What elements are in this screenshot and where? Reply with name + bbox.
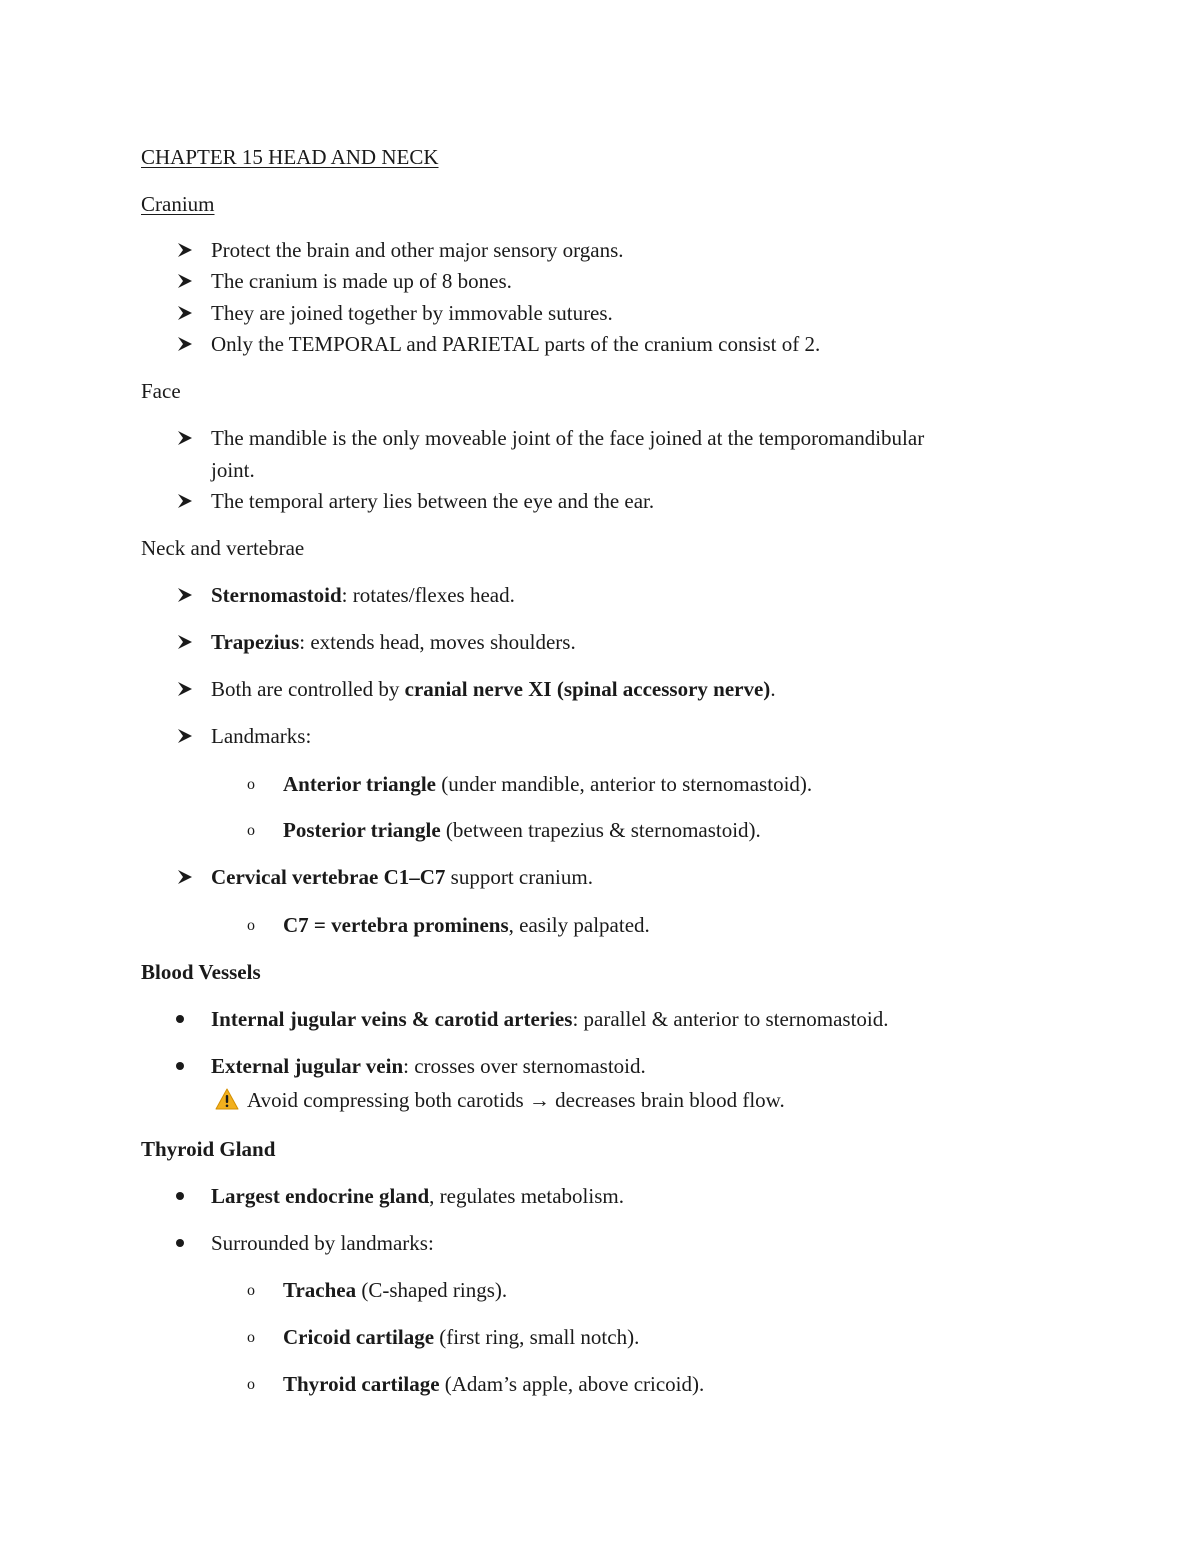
arrow-bullet-icon — [176, 582, 198, 608]
term: Posterior triangle — [283, 818, 441, 842]
term: vertebra prominens — [331, 913, 509, 937]
circle-bullet-icon: o — [247, 822, 255, 839]
term: Largest endocrine gland — [211, 1184, 430, 1208]
list-item: Only the TEMPORAL and PARIETAL parts of the cranium consist of 2. — [211, 332, 821, 356]
term: Thyroid cartilage — [283, 1372, 440, 1396]
arrow-bullet-icon — [176, 331, 198, 357]
page-title: CHAPTER 15 HEAD AND NECK — [141, 145, 439, 169]
bullet-dot-icon — [176, 1015, 184, 1023]
term: Anterior triangle — [283, 772, 436, 796]
list-item — [211, 582, 515, 608]
list-item — [211, 629, 576, 655]
description: : rotates/flexes head. — [341, 583, 515, 607]
section-heading-neck: Neck and vertebrae — [141, 536, 305, 560]
term: External jugular vein — [211, 1054, 404, 1078]
sub-list-item — [283, 1324, 639, 1350]
warning-icon — [215, 1088, 239, 1110]
arrow-bullet-icon — [176, 723, 198, 749]
arrow-bullet-icon — [176, 676, 198, 702]
sub-list-item — [283, 817, 761, 843]
text: . — [770, 677, 776, 701]
list-item: The mandible is the only moveable joint of the face joined at the temporomandibular — [211, 426, 925, 450]
bullet-dot-icon — [176, 1062, 184, 1070]
arrow-bullet-icon — [176, 268, 198, 294]
sub-list-item — [283, 912, 650, 938]
arrow-bullet-icon — [176, 300, 198, 326]
arrow-bullet-icon — [176, 237, 198, 263]
term: Sternomastoid — [211, 583, 342, 607]
circle-bullet-icon: o — [247, 917, 255, 934]
term: Internal jugular veins & carotid arteries — [211, 1007, 573, 1031]
term: cranial nerve XI (spinal accessory nerve) — [404, 677, 771, 701]
description: , regulates metabolism. — [429, 1184, 624, 1208]
circle-bullet-icon: o — [247, 1376, 255, 1393]
term: Cricoid cartilage — [283, 1325, 435, 1349]
list-item: Surrounded by landmarks: — [211, 1231, 434, 1255]
section-heading-blood-vessels: Blood Vessels — [141, 960, 261, 984]
text: Both are controlled by — [211, 677, 405, 701]
arrow-bullet-icon — [176, 425, 198, 451]
list-item: Protect the brain and other major sensory organs. — [211, 238, 624, 262]
list-item — [211, 1053, 646, 1079]
circle-bullet-icon: o — [247, 1329, 255, 1346]
bullet-dot-icon — [176, 1192, 184, 1200]
list-item — [211, 864, 593, 890]
description: (C-shaped rings). — [356, 1278, 508, 1302]
circle-bullet-icon: o — [247, 776, 255, 793]
list-item-continuation: joint. — [211, 458, 255, 482]
section-heading-cranium: Cranium — [141, 192, 215, 216]
term: Trapezius — [211, 630, 300, 654]
warning-text: Avoid compressing both carotids → decreases brain blood flow. — [247, 1088, 785, 1112]
warning-note — [215, 1087, 785, 1113]
description: (between trapezius & sternomastoid). — [440, 818, 761, 842]
list-item — [211, 1006, 889, 1032]
sub-list-item — [283, 1371, 704, 1397]
list-item — [211, 676, 776, 702]
text: C7 = — [283, 913, 332, 937]
bullet-dot-icon — [176, 1239, 184, 1247]
list-item: Landmarks: — [211, 724, 312, 748]
sub-list-item — [283, 1277, 507, 1303]
arrow-bullet-icon — [176, 488, 198, 514]
section-heading-face: Face — [141, 379, 181, 403]
circle-bullet-icon: o — [247, 1282, 255, 1299]
arrow-bullet-icon — [176, 629, 198, 655]
sub-list-item — [283, 771, 812, 797]
list-item: They are joined together by immovable sutures. — [211, 301, 613, 325]
description: (Adam’s apple, above cricoid). — [439, 1372, 705, 1396]
description: support cranium. — [445, 865, 593, 889]
term: Trachea — [283, 1278, 357, 1302]
section-heading-thyroid: Thyroid Gland — [141, 1137, 276, 1161]
description: (first ring, small notch). — [434, 1325, 640, 1349]
description: (under mandible, anterior to sternomastoid). — [436, 772, 813, 796]
description: : extends head, moves shoulders. — [299, 630, 576, 654]
list-item — [211, 1183, 624, 1209]
list-item: The temporal artery lies between the eye and the ear. — [211, 489, 655, 513]
arrow-bullet-icon — [176, 864, 198, 890]
description: : parallel & anterior to sternomastoid. — [572, 1007, 889, 1031]
description: , easily palpated. — [508, 913, 650, 937]
list-item: The cranium is made up of 8 bones. — [211, 269, 512, 293]
description: : crosses over sternomastoid. — [403, 1054, 646, 1078]
term: Cervical vertebrae C1–C7 — [211, 865, 446, 889]
